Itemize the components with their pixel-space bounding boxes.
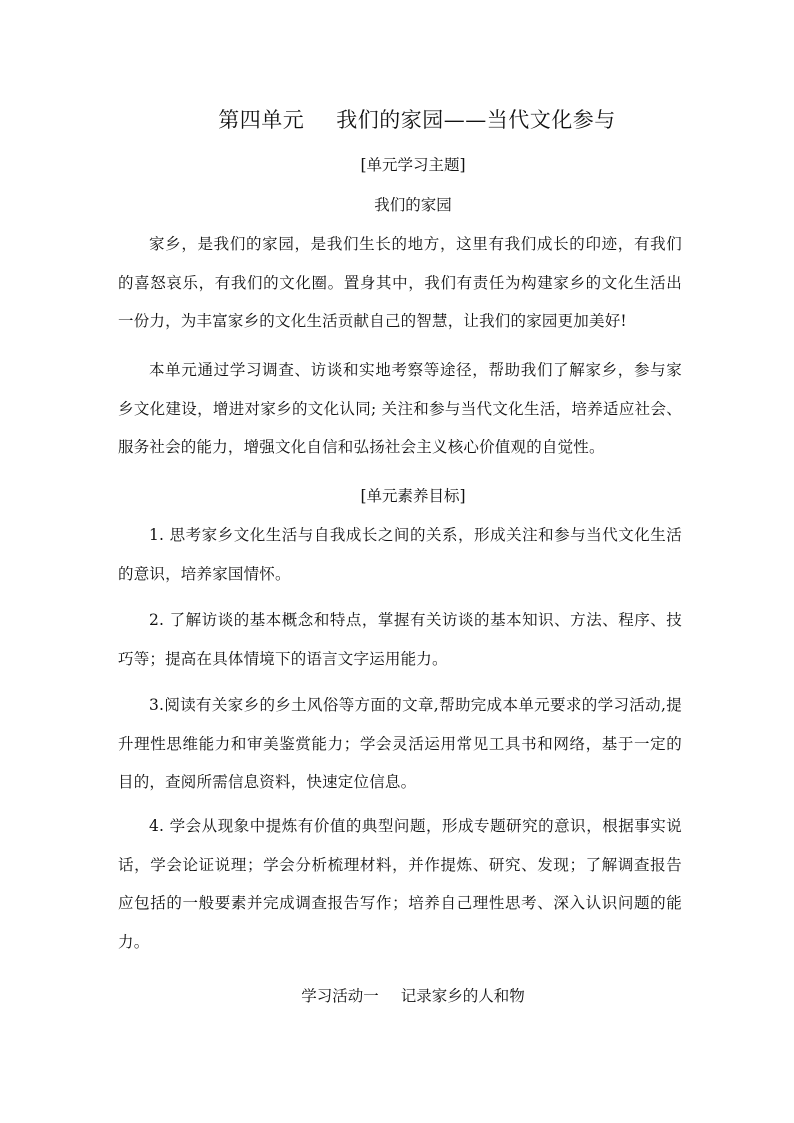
unit-title	[0, 104, 794, 134]
goal-item-1: 1. 思考家乡文化生活与自我成长之间的关系，形成关注和参与当代文化生活的意识，培养家国情怀。	[118, 526, 682, 583]
theme-section-heading: [单元学习主题]	[360, 156, 466, 174]
activity-heading	[0, 984, 794, 1006]
activity-title: 记录家乡的人和物	[400, 987, 525, 1005]
goals-section-heading: [单元素养目标]	[360, 487, 466, 505]
theme-paragraph-1: 家乡，是我们的家园，是我们生长的地方，这里有我们成长的印迹，有我们的喜怒哀乐，有我们的文化圈。置身其中，我们有责任为构建家乡的文化生活出一份力，为丰富家乡的文化生活贡献自己的智慧，让我们的家园更加美好!	[118, 235, 682, 330]
theme-paragraph-2: 本单元通过学习调查、访谈和实地考察等途径，帮助我们了解家乡，参与家乡文化建设，增进对家乡的文化认同; 关注和参与当代文化生活，培养适应社会、服务社会的能力，增强文化自信和弘扬社会主义核心价值观的自觉性。	[118, 361, 682, 456]
activity-label: 学习活动一	[301, 987, 379, 1005]
goal-item-4: 4. 学会从现象中提炼有价值的典型问题，形成专题研究的意识，根据事实说话，学会论证说理；学会分析梳理材料，并作提炼、研究、发现；了解调查报告应包括的一般要素并完成调查报告写作；培养自己理性思考、深入认识问题的能力。	[118, 817, 682, 951]
theme-title: 我们的家园	[374, 196, 452, 214]
unit-name: 我们的家园——当代文化参与	[336, 108, 616, 132]
goal-item-2: 2. 了解访谈的基本概念和特点，掌握有关访谈的基本知识、方法、程序、技巧等；提高在具体情境下的语言文字运用能力。	[118, 611, 682, 668]
goal-item-3: 3.阅读有关家乡的乡土风俗等方面的文章,帮助完成本单元要求的学习活动,提升理性思维能力和审美鉴赏能力；学会灵活运用常见工具书和网络，基于一定的目的，查阅所需信息资料，快速定位信息。	[118, 696, 682, 791]
unit-number: 第四单元	[218, 108, 305, 132]
